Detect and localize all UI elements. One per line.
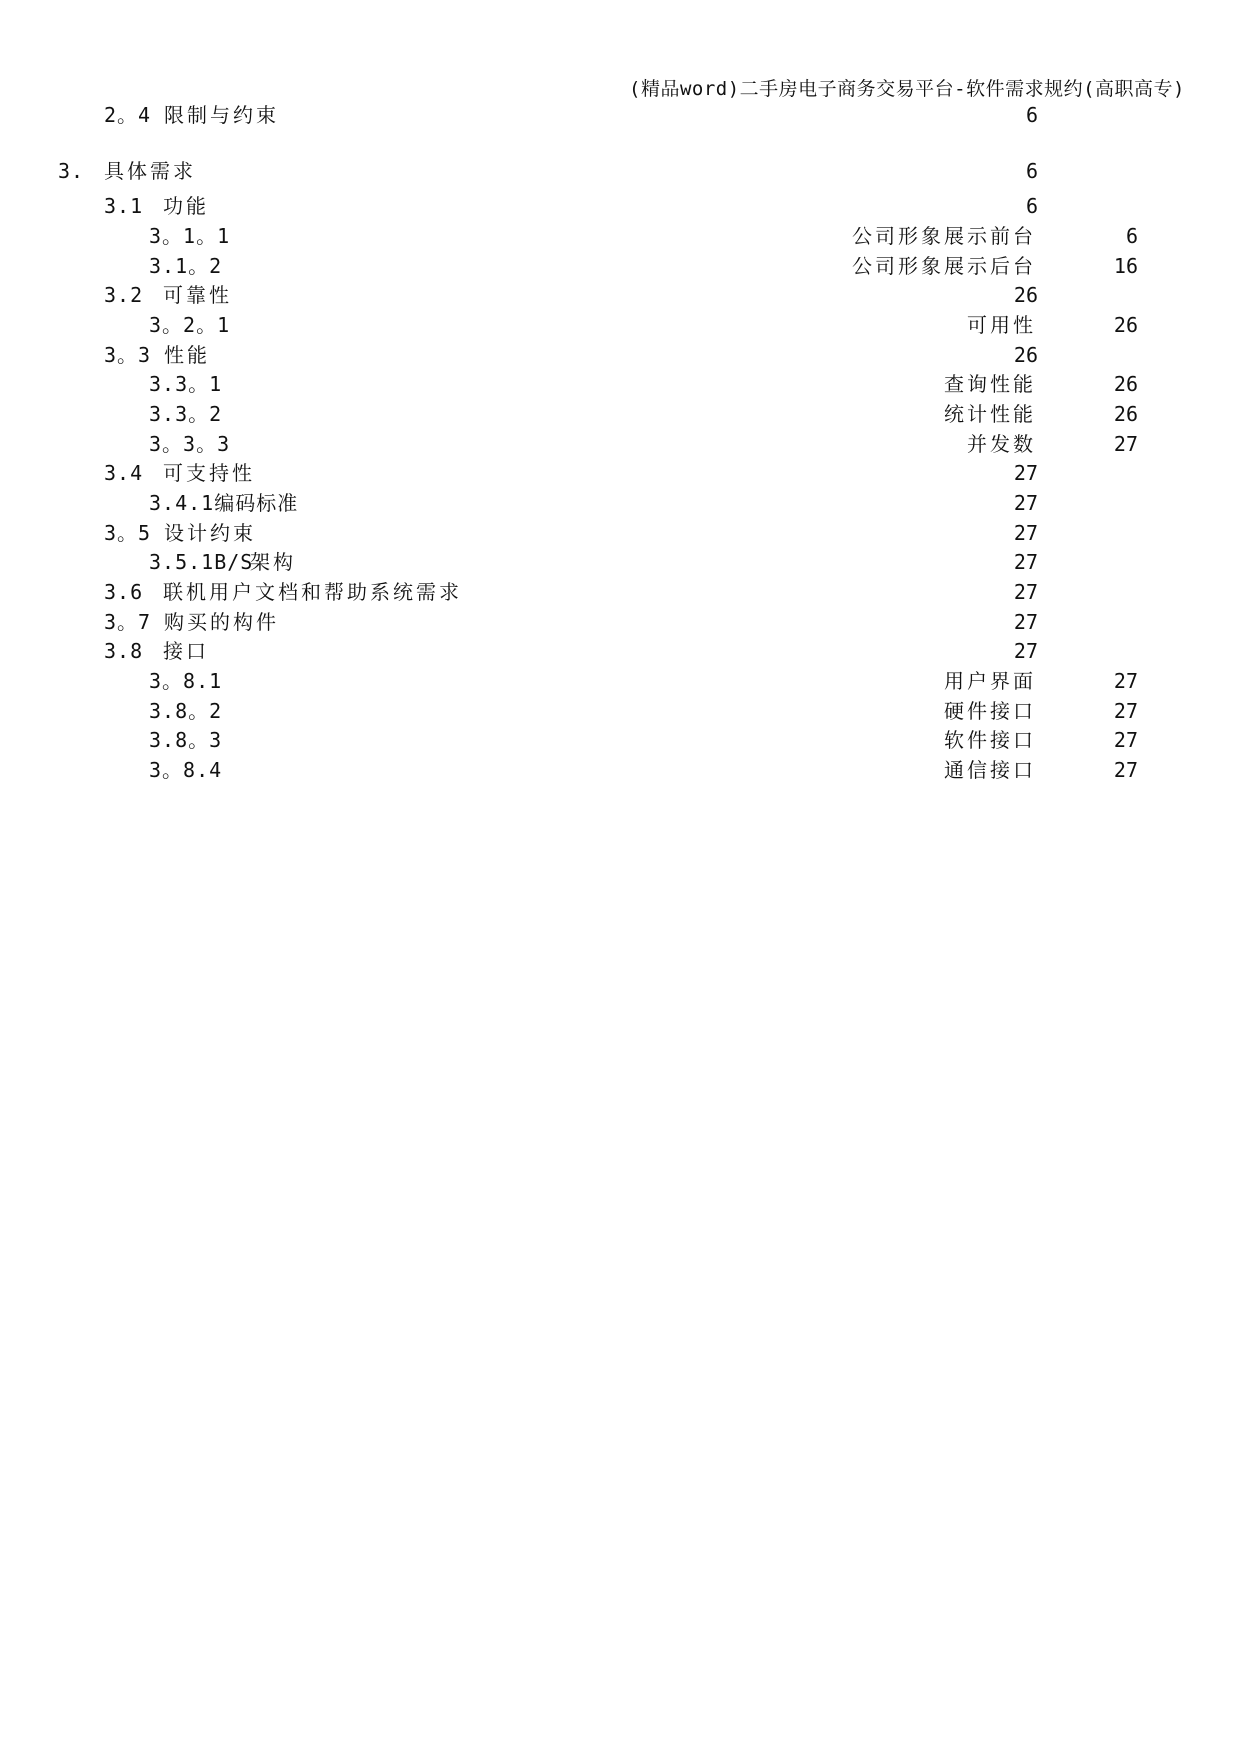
toc-entry-3-4-1[interactable] (0, 488, 1241, 518)
toc-entry-page: 27 (1113, 758, 1138, 782)
toc-entry-page: 27 (1013, 639, 1038, 663)
toc-entry-title: 联机用户文档和帮助系统需求 (163, 580, 462, 604)
toc-entry-3-5[interactable] (0, 518, 1241, 548)
toc-entry-number: 3。2。1 (149, 313, 231, 337)
toc-entry-3-8-3[interactable] (0, 725, 1241, 755)
toc-entry-title: 查询性能 (944, 372, 1036, 396)
toc-entry-title: 硬件接口 (944, 699, 1036, 723)
toc-entry-number: 3.6 (104, 580, 144, 604)
toc-entry-3-1-1[interactable] (0, 221, 1241, 251)
toc-entry-3-8[interactable] (0, 636, 1241, 666)
toc-entry-number: 3。8.1 (149, 669, 223, 693)
toc-entry-number: 3.3。2 (149, 402, 223, 426)
toc-entry-page: 26 (1013, 283, 1038, 307)
toc-entry-page: 26 (1013, 343, 1038, 367)
toc-entry-title: 可支持性 (163, 461, 255, 485)
toc-entry-2-4[interactable] (0, 100, 1241, 130)
toc-entry-number: 3。3 (104, 343, 152, 367)
toc-entry-3-3[interactable] (0, 340, 1241, 370)
toc-entry-number: 2。4 (104, 103, 152, 127)
toc-entry-page: 26 (1113, 372, 1138, 396)
toc-entry-title: 统计性能 (944, 402, 1036, 426)
document-header: (精品word)二手房电子商务交易平台-软件需求规约(高职高专) (629, 78, 1185, 100)
toc-entry-3-5-1[interactable] (0, 547, 1241, 577)
toc-entry-title: 具体需求 (104, 159, 196, 183)
toc-entry-title: 并发数 (967, 432, 1036, 456)
toc-entry-number: 3。5 (104, 521, 152, 545)
toc-entry-title: 架构 (250, 550, 296, 574)
toc-entry-title: 限制与约束 (164, 103, 279, 127)
toc-entry-number: 3.8 (104, 639, 144, 663)
toc-entry-3-6[interactable] (0, 577, 1241, 607)
toc-entry-page: 27 (1013, 580, 1038, 604)
toc-entry-number: 3.1 (104, 194, 144, 218)
toc-entry-3-8-4[interactable] (0, 755, 1241, 785)
toc-entry-page: 6 (1025, 103, 1038, 127)
toc-entry-title: 公司形象展示后台 (852, 254, 1036, 278)
toc-entry-number: 3.4 (104, 461, 144, 485)
toc-entry-title: 用户界面 (944, 669, 1036, 693)
toc-entry-page: 27 (1113, 432, 1138, 456)
toc-entry-title: 性能 (164, 343, 210, 367)
toc-entry-page: 27 (1013, 521, 1038, 545)
toc-entry-number: 3。7 (104, 610, 152, 634)
toc-entry-number: 3.4.1编码标准 (149, 491, 299, 515)
toc-entry-page: 27 (1113, 669, 1138, 693)
toc-entry-title: 购买的构件 (164, 610, 279, 634)
toc-entry-number: 3.8。2 (149, 699, 223, 723)
toc-entry-3-3-3[interactable] (0, 429, 1241, 459)
toc-entry-page: 27 (1013, 461, 1038, 485)
toc-entry-3[interactable] (0, 156, 1241, 186)
toc-entry-number: 3.3。1 (149, 372, 223, 396)
toc-entry-number: 3。8.4 (149, 758, 223, 782)
toc-entry-page: 6 (1025, 194, 1038, 218)
toc-entry-page: 6 (1025, 159, 1038, 183)
toc-entry-3-7[interactable] (0, 607, 1241, 637)
toc-entry-title: 软件接口 (944, 728, 1036, 752)
toc-entry-page: 27 (1113, 699, 1138, 723)
toc-entry-3-8-2[interactable] (0, 696, 1241, 726)
toc-entry-3-3-2[interactable] (0, 399, 1241, 429)
toc-entry-page: 27 (1113, 728, 1138, 752)
toc-entry-3-1[interactable] (0, 191, 1241, 221)
toc-entry-page: 16 (1113, 254, 1138, 278)
toc-entry-page: 27 (1013, 610, 1038, 634)
toc-entry-page: 27 (1013, 550, 1038, 574)
toc-entry-title: 接口 (163, 639, 209, 663)
toc-entry-number: 3.5.1B/S (149, 550, 254, 574)
toc-entry-3-4[interactable] (0, 458, 1241, 488)
toc-entry-title: 功能 (163, 194, 209, 218)
toc-entry-page: 27 (1013, 491, 1038, 515)
toc-entry-number: 3.8。3 (149, 728, 223, 752)
toc-entry-title: 可用性 (967, 313, 1036, 337)
toc-entry-page: 26 (1113, 313, 1138, 337)
toc-entry-title: 设计约束 (164, 521, 256, 545)
toc-entry-3-3-1[interactable] (0, 369, 1241, 399)
toc-entry-number: 3。1。1 (149, 224, 231, 248)
toc-entry-page: 26 (1113, 402, 1138, 426)
toc-entry-number: 3. (58, 159, 85, 183)
toc-entry-number: 3.2 (104, 283, 144, 307)
toc-entry-3-2-1[interactable] (0, 310, 1241, 340)
toc-entry-page: 6 (1125, 224, 1138, 248)
toc-entry-3-1-2[interactable] (0, 251, 1241, 281)
toc-entry-3-8-1[interactable] (0, 666, 1241, 696)
toc-entry-title: 可靠性 (163, 283, 232, 307)
toc-entry-title: 公司形象展示前台 (852, 224, 1036, 248)
toc-entry-number: 3。3。3 (149, 432, 231, 456)
toc-entry-3-2[interactable] (0, 280, 1241, 310)
toc-entry-number: 3.1。2 (149, 254, 223, 278)
toc-entry-title: 通信接口 (944, 758, 1036, 782)
